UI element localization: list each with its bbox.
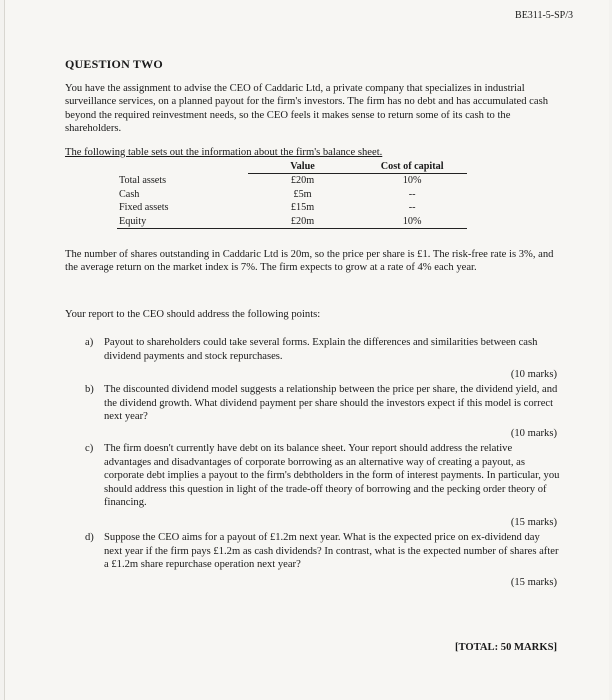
table-row (117, 188, 467, 202)
question-text: Payout to shareholders could take several forms. Explain the differences and similarities between cash dividend payments and stock repurchases. (104, 337, 538, 362)
question-text: The firm doesn't currently have debt on its balance sheet. Your report should address the relative advantages and disadvantages of corporate borrowing as an alternative way of creating a payout, as corporate debt implies a payout to the firm's debtholders in the form of interest payments. In particular, you should address this question in light of the trade-off theory of borrowing and the pecking order theory of financing. (104, 443, 560, 509)
table-row (117, 215, 467, 229)
table-caption (65, 146, 555, 159)
question-b (85, 383, 560, 424)
table-header-row (117, 160, 467, 174)
header-code: BE311-5-SP/3 (515, 10, 573, 21)
question-c (85, 442, 560, 510)
intro-paragraph: You have the assignment to advise the CEO of Caddaric Ltd, a private company that specializes in industrial surveillance services, on a planned payout for the firm's investors. The firm has no debt and has accumulated cash beyond the required reinvestment needs, so the CEO feels it makes sense to return some of its cash to the shareholders. (65, 83, 548, 135)
table-caption-text: The following table sets out the information about the firm's balance sheet. (65, 147, 383, 158)
row-cost: 10% (357, 215, 467, 229)
question-a (85, 336, 560, 363)
table-row (117, 174, 467, 188)
table-row (117, 201, 467, 215)
row-value: £5m (293, 188, 312, 200)
row-item: Equity (117, 215, 248, 229)
row-item: Fixed assets (119, 202, 169, 213)
question-label: a) (85, 337, 94, 348)
marks-d: (15 marks) (510, 577, 557, 588)
question-text: The discounted dividend model suggests a relationship between the price per share, the dividend yield, and the dividend growth. What dividend payment per share should the investors expect if this model is correct next year? (104, 384, 558, 423)
header-value: Value (248, 160, 358, 174)
header-cost: Cost of capital (357, 160, 467, 174)
marks-a: (10 marks) (510, 369, 557, 380)
question-label: d) (85, 532, 94, 543)
row-value: £15m (290, 202, 315, 213)
row-cost: -- (408, 188, 416, 200)
question-label: c) (85, 443, 94, 454)
question-text: Suppose the CEO aims for a payout of £1.2m next year. What is the expected price on ex-dividend day next year if the firm pays £1.2m as cash dividends? In contrast, what is the expected number of shares after a £1.2m share repurchase operation next year? (104, 532, 559, 571)
marks-b: (10 marks) (510, 428, 557, 439)
exam-page (4, 0, 609, 700)
row-item: Cash (119, 188, 140, 200)
row-value: £20m (290, 175, 315, 186)
header-item (117, 160, 248, 174)
total-marks: [TOTAL: 50 MARKS] (454, 642, 557, 653)
question-label: b) (85, 384, 94, 395)
report-intro: Your report to the CEO should address the following points: (65, 309, 321, 320)
marks-c: (15 marks) (510, 517, 557, 528)
question-d (85, 531, 560, 572)
shares-paragraph: The number of shares outstanding in Caddaric Ltd is 20m, so the price per share is £1. The risk-free rate is 3%, and the average return on the market index is 7%. The firm expects to grow at a rate of 4% each year. (65, 249, 554, 274)
row-item: Total assets (119, 174, 167, 186)
balance-sheet-table (117, 160, 467, 229)
row-cost: -- (408, 202, 416, 213)
question-title: QUESTION TWO (65, 57, 163, 71)
row-cost: 10% (402, 175, 422, 186)
row-value: £20m (248, 215, 358, 229)
